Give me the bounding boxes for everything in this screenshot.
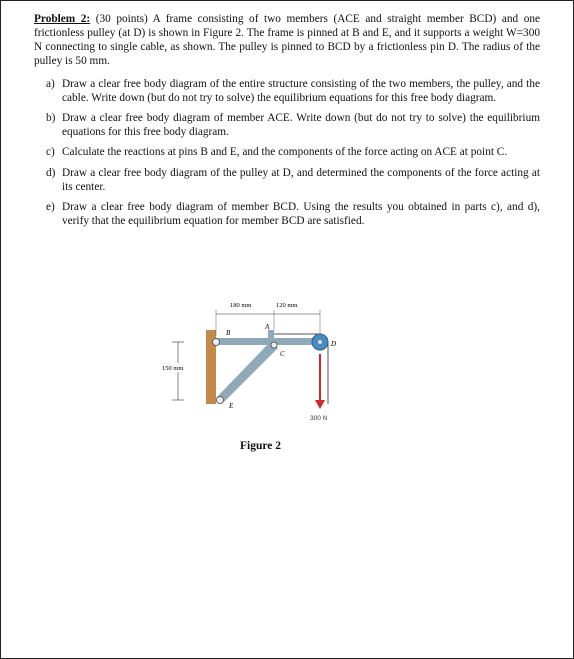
member-ace xyxy=(216,342,278,402)
figure-caption: Figure 2 xyxy=(240,440,281,452)
label-d: D xyxy=(331,340,337,348)
label-e: E xyxy=(229,402,234,410)
parts-list xyxy=(46,78,540,235)
part-text: Draw a clear free body diagram of member ACE. Write down (but do not try to solve) the equilibrium equations for this free body diagram. xyxy=(62,112,540,138)
load-arrowhead xyxy=(315,400,325,409)
pin-c xyxy=(271,342,277,348)
part-d xyxy=(46,167,540,194)
part-c xyxy=(46,146,540,160)
problem-statement xyxy=(34,12,540,68)
part-e xyxy=(46,201,540,228)
part-b xyxy=(46,112,540,139)
dim-label-150: 150 mm xyxy=(162,365,184,372)
part-text: Draw a clear free body diagram of the pulley at D, and determined the components of the force acting at its center. xyxy=(62,166,540,193)
part-text: Draw a clear free body diagram of the entire structure consisting of the two members, the pulley, and the cable. Write down (but do not try to solve) the equilibrium equations for this free body diagram. xyxy=(62,78,540,104)
part-text: Calculate the reactions at pins B and E, and the components of the force acting on ACE at point C. xyxy=(62,146,508,159)
label-a: A xyxy=(265,323,270,331)
part-text: Draw a clear free body diagram of member BCD. Using the results you obtained in parts c), and d), verify that the equilibrium equation for member BCD are satisfied. xyxy=(62,201,540,227)
label-c: C xyxy=(280,350,285,358)
part-label: c) xyxy=(46,146,55,159)
dim-label-180: 180 mm xyxy=(230,302,252,309)
problem-heading: Problem 2: xyxy=(34,13,91,25)
problem-text: (30 points) A frame consisting of two members (ACE and straight member BCD) and one frictionless pulley (at D) is shown in Figure 2. The frame is pinned at B and E, and it supports a weight W=300 N connecting to single cable, as shown. The pulley is pinned to BCD by a frictionless pin D. The radius of the pulley is 50 mm. xyxy=(34,13,540,67)
part-label: e) xyxy=(46,201,55,214)
frame-figure xyxy=(150,290,350,430)
pulley-pin xyxy=(318,340,322,344)
label-b: B xyxy=(226,329,231,337)
part-label: a) xyxy=(46,78,55,90)
dim-label-120: 120 mm xyxy=(276,302,298,309)
member-bcd xyxy=(212,338,322,345)
pin-b xyxy=(213,339,220,346)
part-label: d) xyxy=(46,166,56,179)
part-label: b) xyxy=(46,112,56,125)
pin-e xyxy=(217,397,224,404)
part-a xyxy=(46,78,540,105)
load-label: 300 N xyxy=(310,415,328,422)
